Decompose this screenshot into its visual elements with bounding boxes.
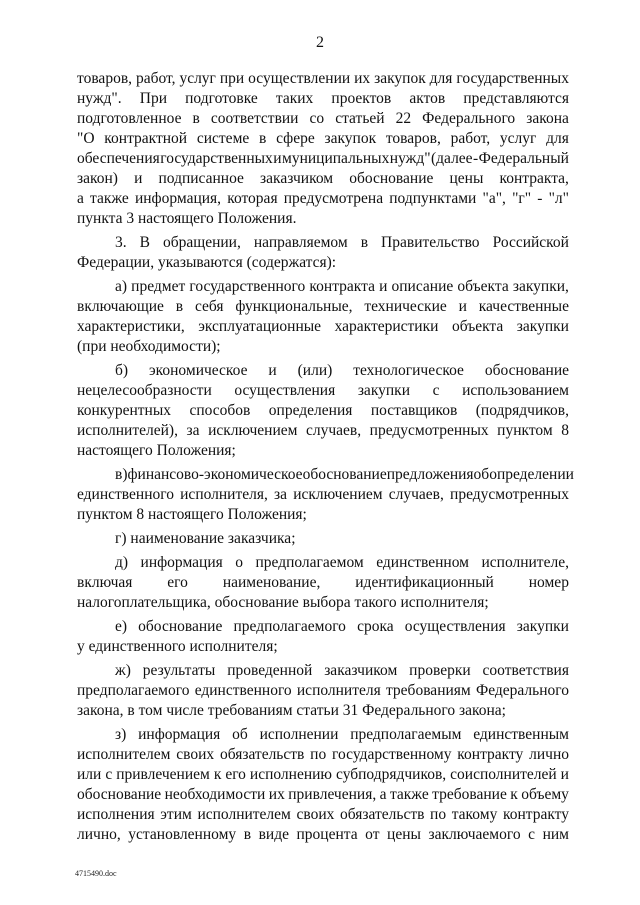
text-line: товаров, работ, услуг при осуществлении их закупок для государственных xyxy=(77,70,569,87)
text-line: е) обоснование предполагаемого срока осуществления закупки xyxy=(115,618,569,635)
text-line: (при необходимости); xyxy=(77,338,221,355)
page-number: 2 xyxy=(316,34,324,51)
text-line: нужд". При подготовке таких проектов актов представляются xyxy=(77,90,569,107)
text-line: лично, установленному в виде процента от цены заключаемого с ним xyxy=(77,826,569,843)
document-body xyxy=(77,69,574,845)
text-line: настоящего Положения; xyxy=(77,442,236,459)
text-line: единственного исполнителя, за исключением случаев, предусмотренных xyxy=(77,486,569,503)
paragraph xyxy=(77,553,569,613)
paragraph xyxy=(77,361,569,461)
paragraph xyxy=(77,529,569,549)
text-line: г) наименование заказчика; xyxy=(115,530,296,547)
text-line: ж) результаты проведенной заказчиком проверки соответствия xyxy=(115,662,569,679)
paragraph xyxy=(77,465,574,525)
text-line: нецелесообразности осуществления закупки с использованием xyxy=(77,382,569,399)
text-line: обеспечения государственных и муниципальных нужд" (далее - Федеральный xyxy=(77,150,569,167)
paragraph xyxy=(77,725,569,845)
paragraph xyxy=(77,69,569,229)
paragraph xyxy=(77,661,569,721)
text-line: б) экономическое и (или) технологическое обоснование xyxy=(115,362,569,379)
text-line: а также информация, которая предусмотрена подпунктами "а", "г" - "л" xyxy=(77,190,569,207)
paragraph xyxy=(77,233,569,273)
text-line: обоснование необходимости их привлечения, а также требование к объему xyxy=(77,786,569,803)
text-line: налогоплательщика, обоснование выбора такого исполнителя; xyxy=(77,594,489,611)
text-line: пункта 3 настоящего Положения. xyxy=(77,210,297,227)
text-line: а) предмет государственного контракта и описание объекта закупки, xyxy=(115,278,569,295)
text-line: исполнения этим исполнителем своих обязательств по такому контракту xyxy=(77,806,569,823)
text-line: характеристики, эксплуатационные характеристики объекта закупки xyxy=(77,318,569,335)
text-line: в) финансово-экономическое обоснование предложения об определении xyxy=(115,466,574,483)
text-line: 3. В обращении, направляемом в Правительство Российской xyxy=(115,234,569,251)
text-line: Федерации, указываются (содержатся): xyxy=(77,254,337,271)
text-line: пунктом 8 настоящего Положения; xyxy=(77,506,307,523)
text-line: закон) и подписанное заказчиком обоснование цены контракта, xyxy=(77,170,569,187)
text-line: исполнителем своих обязательств по государственному контракту лично xyxy=(77,746,569,763)
text-line: включающие в себя функциональные, технические и качественные xyxy=(77,298,569,315)
text-line: "О контрактной системе в сфере закупок товаров, работ, услуг для xyxy=(77,130,569,147)
text-line: д) информация о предполагаемом единственном исполнителе, xyxy=(115,554,569,571)
text-line: конкурентных способов определения поставщиков (подрядчиков, xyxy=(77,402,569,419)
text-line: предполагаемого единственного исполнителя требованиям Федерального xyxy=(77,682,569,699)
text-line: или с привлечением к его исполнению субподрядчиков, соисполнителей и xyxy=(77,766,569,783)
text-line: подготовленное в соответствии со статьей 22 Федерального закона xyxy=(77,110,569,127)
paragraph xyxy=(77,277,569,357)
text-line: з) информация об исполнении предполагаемым единственным xyxy=(115,726,569,743)
text-line: у единственного исполнителя; xyxy=(77,638,278,655)
file-reference: 4715490.doc xyxy=(75,869,117,878)
text-line: исполнителей), за исключением случаев, предусмотренных пунктом 8 xyxy=(77,422,569,439)
text-line: включая его наименование, идентификационный номер xyxy=(77,574,569,591)
paragraph xyxy=(77,617,569,657)
text-line: закона, в том числе требованиям статьи 31 Федерального закона; xyxy=(77,702,506,719)
